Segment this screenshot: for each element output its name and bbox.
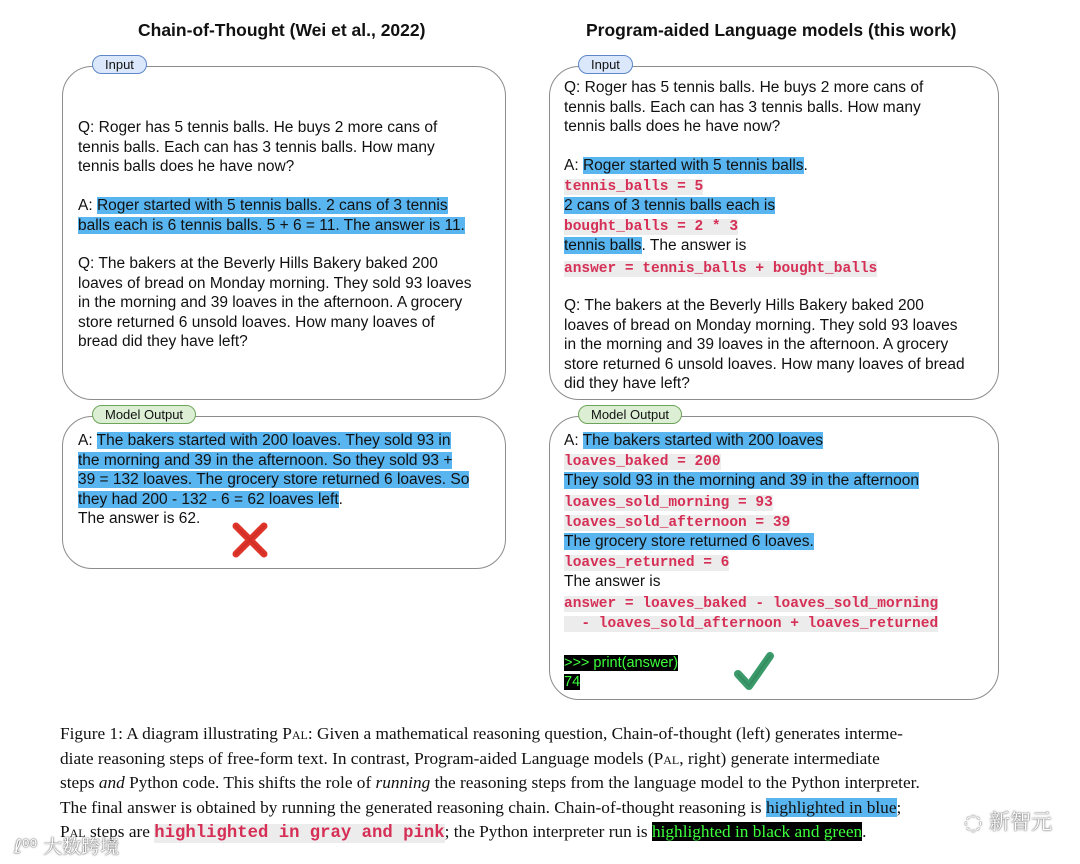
python-interpreter-run: >>> print(answer) 74 (564, 655, 679, 690)
left-question-2: Q: The bakers at the Beverly Hills Bakery baked 200 loaves of bread on Monday morning. They sold 93 loaves in the morning and 39 loaves in the afternoon. A grocery store returned 6 unsold loaves. How many loaves of bread did they have left? (78, 255, 472, 351)
pal-code-line: answer = tennis_balls + bought_balls (564, 261, 878, 277)
correct-check-icon (733, 650, 775, 692)
right-question-1: Q: Roger has 5 tennis balls. He buys 2 more cans of tennis balls. Each can has 3 tennis balls. How many tennis balls does he have now? (564, 79, 924, 136)
right-column-title: Program-aided Language models (this work) (586, 20, 957, 40)
pal-code-line: tennis_balls = 5 (564, 179, 704, 195)
left-output-tag: Model Output (92, 405, 196, 424)
right-answer-1: A: Roger started with 5 tennis balls. tennis_balls = 5 2 cans of 3 tennis balls each is bought_balls = 2 * 3 tennis balls. The answer is answer = tennis_balls + bought_balls (564, 157, 878, 277)
left-answer-1: A: Roger started with 5 tennis balls. 2 cans of 3 tennis balls each is 6 tennis balls. 5 + 6 = 11. The answer is 11. (78, 197, 465, 234)
left-input-tag: Input (92, 55, 147, 74)
cot-highlight: Roger started with 5 tennis balls. 2 cans of 3 tennis (96, 197, 448, 214)
left-final-answer: The answer is 62. (78, 510, 201, 528)
watermark-right: ◌ 新智元 (964, 810, 1053, 834)
watermark-left: ℓ⁰⁰ 大数跨境 (14, 836, 120, 858)
right-model-output: A: The bakers started with 200 loaves loaves_baked = 200 They sold 93 in the morning and 39 in the afternoon loaves_sold_morning = 93 loaves_sold_afternoon = 39 The grocery store returned 6 loaves. loaves_returned = 6 The answer is answer = loaves_baked - loaves_sold_morning - loaves_sold_afternoon + loaves_returned (564, 432, 939, 632)
left-column-title: Chain-of-Thought (Wei et al., 2022) (138, 20, 426, 40)
right-output-tag: Model Output (578, 405, 682, 424)
right-input-tag: Input (578, 55, 633, 74)
wechat-icon: ◌ (964, 810, 983, 834)
pal-code-line: bought_balls = 2 * 3 (564, 219, 739, 235)
wrong-cross-icon (232, 522, 268, 558)
watermark-logo-icon: ℓ⁰⁰ (14, 836, 38, 858)
cot-highlight: balls each is 6 tennis balls. 5 + 6 = 11. The answer is 11. (78, 216, 465, 234)
right-question-2: Q: The bakers at the Beverly Hills Bakery baked 200 loaves of bread on Monday morning. They sold 93 loaves in the morning and 39 loaves in the afternoon. A grocery store returned 6 unsold loaves. How many loaves of bread did they have left? (564, 297, 965, 393)
figure-caption: Figure 1: A diagram illustrating Pal: Given a mathematical reasoning question, Chain-of-thought (left) generates interme- diate reasoning steps of free-form text. In contrast, Program-aided Language models (Pal, right) generate intermediate steps and Python code. This shifts the role of running the reasoning steps from the language model to the Python interpreter. The final answer is obtained by running the generated reasoning chain. Chain-of-thought reasoning is highlighted in blue; Pal steps are highlighted in gray and pink; the Python interpreter run is highlighted in black and green. (60, 724, 920, 843)
left-question-1: Q: Roger has 5 tennis balls. He buys 2 more cans of tennis balls. Each can has 3 tennis balls. How many tennis balls does he have now? (78, 119, 438, 176)
left-model-output: A: The bakers started with 200 loaves. They sold 93 in the morning and 39 in the afternoon. So they sold 93 + 39 = 132 loaves. The grocery store returned 6 loaves. So they had 200 - 132 - 6 = 62 loaves left. The answer is 62. (78, 432, 470, 528)
